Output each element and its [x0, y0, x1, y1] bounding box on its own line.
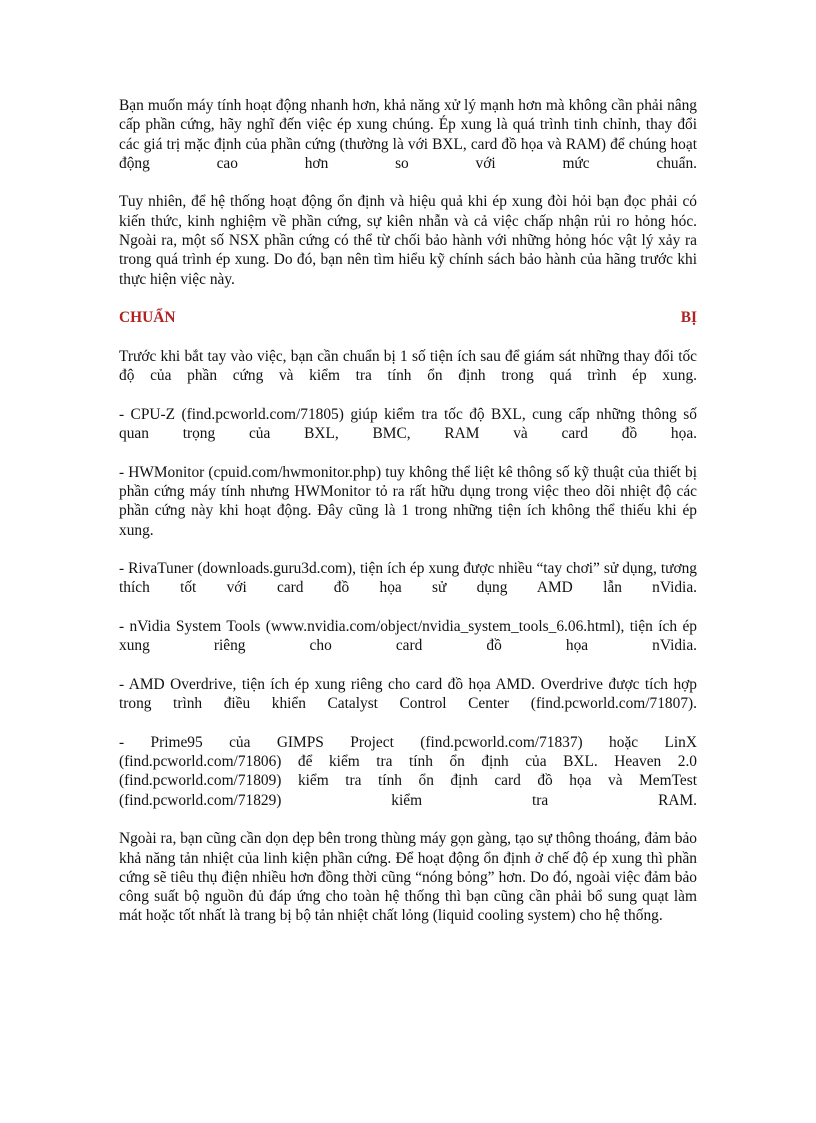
section-heading-left: CHUẨN [119, 309, 176, 327]
tool-item-amd-overdrive: - AMD Overdrive, tiện ích ép xung riêng cho card đồ họa AMD. Overdrive được tích hợp trong trình điều khiển Catalyst Control Center (find.pcworld.com/71807). [119, 675, 697, 713]
document-page [119, 96, 697, 926]
section-heading-right: BỊ [680, 309, 697, 327]
tool-item-prime95: - Prime95 của GIMPS Project (find.pcworld.com/71837) hoặc LinX (find.pcworld.com/71806) để kiểm tra tính ổn định của BXL. Heaven 2.0 (find.pcworld.com/71809) kiểm tra tính ổn định card đồ họa và MemTest (find.pcworld.com/71829) kiểm tra RAM. [119, 733, 697, 809]
tool-item-cpuz: - CPU-Z (find.pcworld.com/71805) giúp kiểm tra tốc độ BXL, cung cấp những thông số quan trọng của BXL, BMC, RAM và card đồ họa. [119, 405, 697, 443]
cooling-paragraph: Ngoài ra, bạn cũng cần dọn dẹp bên trong thùng máy gọn gàng, tạo sự thông thoáng, đảm bảo khả năng tản nhiệt của linh kiện phần cứng. Để hoạt động ổn định ở chế độ ép xung thì phần cứng sẽ tiêu thụ điện nhiều hơn đồng thời cũng “nóng bỏng” hơn. Do đó, ngoài việc đảm bảo công suất bộ nguồn đủ đáp ứng cho toàn hệ thống thì bạn cũng cần phải bổ sung quạt làm mát hoặc tốt nhất là trang bị bộ tản nhiệt chất lỏng (liquid cooling system) cho hệ thống. [119, 830, 697, 925]
section-heading [119, 308, 697, 327]
tool-item-nvidia-system-tools: - nVidia System Tools (www.nvidia.com/object/nvidia_system_tools_6.06.html), tiện ích ép xung riêng cho card đồ họa nVidia. [119, 618, 697, 655]
intro-paragraph: Bạn muốn máy tính hoạt động nhanh hơn, khả năng xử lý mạnh hơn mà không cần phải nâng cấp phần cứng, hãy nghĩ đến việc ép xung chúng. Ép xung là quá trình tinh chỉnh, thay đổi các giá trị mặc định của phần cứng (thường là với BXL, card đồ họa và RAM) để chúng hoạt động cao hơn so với mức chuẩn. [119, 97, 697, 172]
preparation-paragraph: Trước khi bắt tay vào việc, bạn cần chuẩn bị 1 số tiện ích sau để giám sát những thay đổi tốc độ của phần cứng và kiểm tra tính ổn định trong quá trình ép xung. [119, 347, 697, 385]
tool-item-rivatuner: - RivaTuner (downloads.guru3d.com), tiện ích ép xung được nhiều “tay chơi” sử dụng, tương thích tốt với card đồ họa sử dụng AMD lẫn nVidia. [119, 560, 697, 597]
tool-item-hwmonitor: - HWMonitor (cpuid.com/hwmonitor.php) tuy không thể liệt kê thông số kỹ thuật của thiết bị phần cứng máy tính nhưng HWMonitor tỏ ra rất hữu dụng trong việc theo dõi nhiệt độ các phần cứng này khi hoạt động. Đây cũng là 1 trong những tiện ích không thể thiếu khi ép xung. [119, 463, 697, 539]
warning-paragraph: Tuy nhiên, để hệ thống hoạt động ổn định và hiệu quả khi ép xung đòi hỏi bạn đọc phải có kiến thức, kinh nghiệm về phần cứng, sự kiên nhẫn và cả việc chấp nhận rủi ro hỏng hóc. Ngoài ra, một số NSX phần cứng có thể từ chối bảo hành với những hỏng hóc vật lý xảy ra trong quá trình ép xung. Do đó, bạn nên tìm hiểu kỹ chính sách bảo hành của hãng trước khi thực hiện việc này. [119, 193, 697, 288]
